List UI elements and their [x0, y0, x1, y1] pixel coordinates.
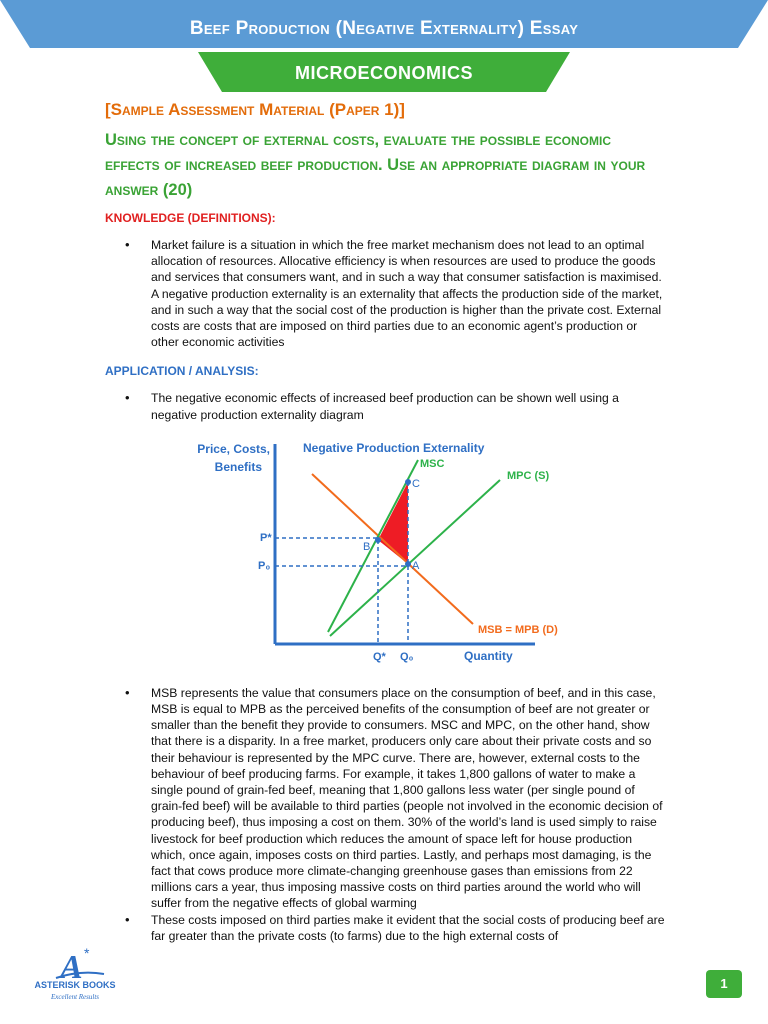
asterisk-books-logo — [20, 944, 130, 1014]
externality-diagram — [190, 436, 590, 666]
q-star-label: Q* — [373, 651, 386, 663]
knowledge-list — [105, 237, 665, 350]
msc-label: MSC — [420, 458, 445, 470]
list-item: • Market failure is a situation in which the free market mechanism does not lead to an optimal allocation of resources. Allocative efficiency is when resources are used to produce the goods and services that consumers want, and in such a way that consumer satisfaction is maximised. A negative production externality is an externality that affects the production side of the market, and in such a way that the social cost of the production is higher than the private cost. External costs are costs that are imposed on third parties due to an economic agent’s production or other economic activities — [105, 237, 665, 350]
point-c-marker — [405, 479, 411, 485]
msb-label: MSB = MPB (D) — [478, 624, 558, 636]
point-b-marker — [375, 537, 381, 543]
diagram-svg — [190, 436, 590, 666]
q-zero-label: Q₀ — [400, 651, 414, 663]
point-c-label: C — [412, 478, 420, 490]
document-title: Beef Production (Negative Externality) Essay — [189, 18, 579, 39]
point-b-label: B — [363, 541, 371, 553]
point-a-label: A — [412, 560, 420, 572]
msb-curve — [312, 474, 473, 624]
sample-label: [Sample Assessment Material (Paper 1)] — [105, 100, 405, 119]
svg-text:A: A — [60, 949, 83, 986]
mpc-label: MPC (S) — [507, 470, 550, 482]
application-heading: APPLICATION / ANALYSIS: — [105, 364, 259, 379]
list-item: • These costs imposed on third parties make it evident that the social costs of producing beef are far greater than the private costs (to farms) due to the high external costs of — [105, 912, 665, 944]
list-item: • MSB represents the value that consumers place on the consumption of beef, and in this case, MSB is equal to MPB as the perceived benefits of the consumption of beef are not greater or smaller than the benefit they provide to consumers. MSC and MPC, on the other hand, show that there is a disparity. In a free market, producers only care about their private costs and so their behaviour is represented by the MPC curve. There are, however, external costs to the behaviour of beef producing farms. For example, it takes 1,800 gallons of water to make a single pound of grain-fed beef, meaning that 1,800 gallons less water (per single pound of grain-fed beef) will be available to third parties (people not involved in the economic decision of producing beef), thus imposing a cost on them. 30% of the world’s land is used simply to raise livestock for beef production which reduces the amount of space left for house production which, once again, imposes costs on third parties. Lastly, and perhaps most damaging, is the fact that cows produce more climate-changing greenhouse gases than emissions from 22 millions cars a year, thus imposing massive costs on third parties around the world who will suffer from the negative effects of global warming — [105, 685, 665, 912]
y-axis-label-line-1: Price, Costs, — [197, 442, 270, 456]
knowledge-heading: KNOWLEDGE (DEFINITIONS): — [105, 211, 276, 225]
application-list — [105, 390, 665, 422]
subject-title: MICROECONOMICS — [295, 63, 473, 83]
welfare-loss-triangle — [378, 482, 408, 564]
logo-text: ASTERISK BOOKS — [34, 980, 116, 990]
p-zero-label: P₀ — [258, 560, 271, 572]
logo-tagline: Excellent Results — [50, 993, 99, 1001]
logo-svg — [20, 944, 130, 1014]
analysis-list — [105, 685, 665, 944]
x-axis-label: Quantity — [464, 649, 513, 663]
y-axis-label-line-2: Benefits — [214, 460, 262, 474]
p-star-label: P* — [260, 532, 272, 544]
mpc-curve — [330, 480, 500, 636]
essay-question: Using the concept of external costs, evaluate the possible economic effects of increased beef production. Use an appropriate diagram in your answer (20) — [105, 131, 646, 199]
diagram-title: Negative Production Externality — [303, 441, 485, 455]
list-item: • The negative economic effects of increased beef production can be shown well using a negative production externality diagram — [105, 390, 665, 422]
point-a-marker — [405, 561, 411, 567]
page-number: 1 — [706, 970, 742, 998]
svg-text:*: * — [84, 945, 90, 961]
